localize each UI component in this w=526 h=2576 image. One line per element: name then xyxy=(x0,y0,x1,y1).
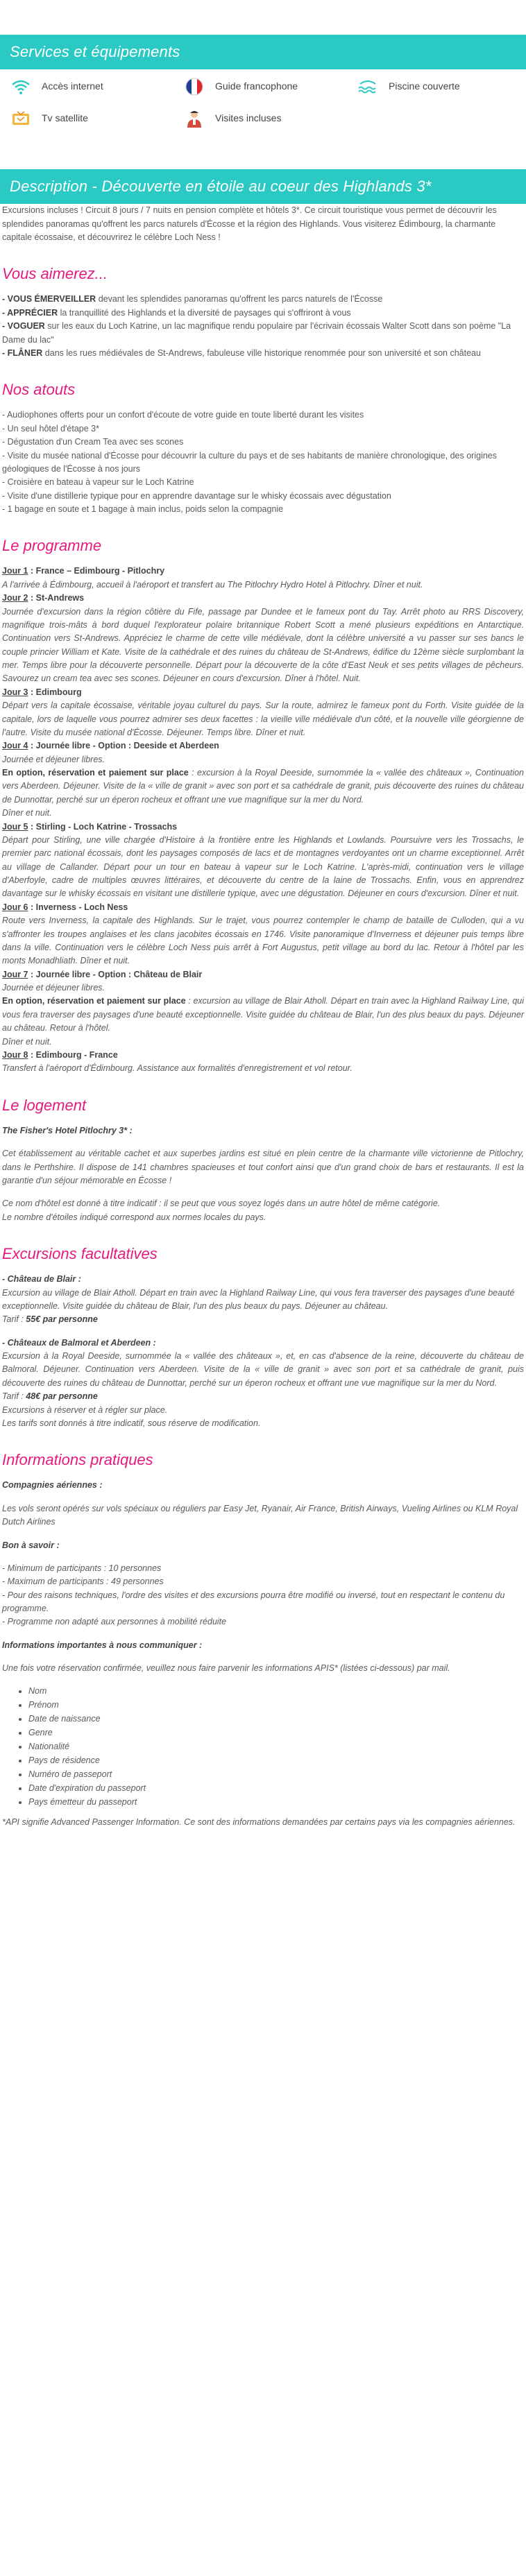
infos-intro: Une fois votre réservation confirmée, veuillez nous faire parvenir les informations APIS* (listées ci-dessous) par mail. xyxy=(2,1663,450,1674)
service-label: Tv satellite xyxy=(42,112,88,124)
day-body: Journée et déjeuner libres. xyxy=(2,983,105,993)
service-guide xyxy=(180,75,354,98)
day-body: En option, réservation et paiement sur place : excursion à la Royal Deeside, surnommée la « vallée des châteaux », Continuation vers Aberdeen. Déjeuner. Visite de la « ville de granit » avec son port et sa cathédrale de granit, puis découverte des ruines du château de Dunnottar, perché sur un éperon rocheux et offrant une vue magnifique sur la mer du Nord. xyxy=(2,768,524,805)
excursion-note: Les tarifs sont donnés à titre indicatif, sous réserve de modification. xyxy=(2,1418,261,1428)
service-label: Piscine couverte xyxy=(389,80,460,92)
list-item: • Date d'expiration du passeport xyxy=(28,1781,524,1795)
list-item: - Programme non adapté aux personnes à mobilité réduite xyxy=(2,1617,227,1627)
service-visits xyxy=(180,107,354,130)
programme-days xyxy=(2,565,524,1075)
day-title: Jour 7 : Journée libre - Option : Château de Blair xyxy=(2,969,203,979)
excursion-title: - Châteaux de Balmoral et Aberdeen : xyxy=(2,1337,156,1348)
excursion-body: Excursion à la Royal Deeside, surnommée la « vallée des châteaux », et, en cas d'absence de la reine, découverte du château de Balmoral. Déjeuner. Continuation vers Aberdeen. Visite de la « ville de granit » avec son port et sa cathédrale de granit, puis découverte des ruines du château de Dunnottar, perché sur un éperon rocheux et offrant une vue magnifique sur la mer du Nord. xyxy=(2,1351,524,1388)
list-item: - Dégustation d'un Cream Tea avec ses scones xyxy=(2,437,184,447)
service-label: Accès internet xyxy=(42,80,103,92)
excursion-note: Excursions à réserver et à régler sur place. xyxy=(2,1405,168,1415)
excursion-tarif: Tarif : 48€ par personne xyxy=(2,1391,98,1402)
apis-list xyxy=(28,1684,524,1809)
day-title: Jour 5 : Stirling - Loch Katrine - Trossachs xyxy=(2,821,178,832)
pool-icon xyxy=(354,76,382,97)
atouts-heading: Nos atouts xyxy=(2,381,76,399)
list-item: • Pays émetteur du passeport xyxy=(28,1795,524,1809)
list-item: - VOGUER sur les eaux du Loch Katrine, un lac magnifique rendu populaire par l'écrivain écossais Walter Scott dans son poème "La Dame du lac" xyxy=(2,321,511,345)
list-item: • Date de naissance xyxy=(28,1712,524,1726)
day-title: Jour 6 : Inverness - Loch Ness xyxy=(2,902,128,912)
description-content xyxy=(0,204,526,1829)
day-body: A l'arrivée à Édimbourg, accueil à l'aéroport et transfert au The Pitlochry Hydro Hotel à Pitlochry. Dîner et nuit. xyxy=(2,579,423,590)
excursion-body: Excursion au village de Blair Atholl. Départ en train avec la Highland Railway Line, qui vous fera traverser des paysages d'une beauté exceptionnelle. Visite guidée du château de Blair, l'un des plus beaux du pays. Déjeuner au château. xyxy=(2,1287,515,1311)
day-title: Jour 8 : Edimbourg - France xyxy=(2,1049,118,1060)
list-item: • Pays de résidence xyxy=(28,1753,524,1767)
aimerez-list xyxy=(2,293,524,360)
day-body: Transfert à l'aéroport d'Édimbourg. Assistance aux formalités d'enregistrement et vol retour. xyxy=(2,1063,353,1074)
list-item: • Nom xyxy=(28,1684,524,1698)
logement-heading: Le logement xyxy=(2,1096,87,1114)
apis-footnote: *API signifie Advanced Passenger Information. Ce sont des informations demandées par certains pays via les compagnies aériennes. xyxy=(2,1817,516,1827)
infos-title: Informations importantes à nous communiquer : xyxy=(2,1640,203,1650)
day-title: Jour 3 : Edimbourg xyxy=(2,687,82,697)
day-title: Jour 1 : France – Edimbourg - Pitlochry xyxy=(2,566,165,576)
flag-fr-icon xyxy=(180,76,208,97)
programme-heading: Le programme xyxy=(2,537,102,555)
facultatives-heading: Excursions facultatives xyxy=(2,1245,158,1263)
compagnies-title: Compagnies aériennes : xyxy=(2,1480,103,1491)
services-grid xyxy=(0,69,526,130)
list-item: - Minimum de participants : 10 personnes xyxy=(2,1563,162,1573)
list-item: - Croisière en bateau à vapeur sur le Loch Katrine xyxy=(2,477,194,488)
day-body: Départ vers la capitale écossaise, véritable joyau culturel du pays. Sur la route, admirez le fameux pont du Forth. Visite guidée de la capitale, lors de laquelle vous pourrez admirer ses deux facettes : la vieille ville médiévale d'un côté, et la nouvelle ville géorgienne de l'autre. Visite du musée national d'Écosse. Déjeuner. Temps libre. Dîner et nuit. xyxy=(2,701,524,737)
pratiques-block xyxy=(2,1479,524,1829)
day-body: Dîner et nuit. xyxy=(2,1036,52,1047)
day-body: En option, réservation et paiement sur place : excursion au village de Blair Atholl. Départ en train avec la Highland Railway Line, qui vous fera traverser des paysages d'une beauté exceptionnelle. Visite guidée du château de Blair, l'un des plus beaux du pays. Déjeuner au château. Retour à l'hôtel. xyxy=(2,996,525,1033)
hotel-description: Cet établissement au véritable cachet et aux superbes jardins est situé en plein centre de la charmante ville victorienne de Pitlochry, dans le Perthshire. Il dispose de 141 chambres spacieuses et tout confort ainsi que d'un grand choix de bars et restaurants. Il est la garantie d'un séjour mémorable en Écosse ! xyxy=(2,1149,524,1185)
day-body: Route vers Inverness, la capitale des Highlands. Sur le trajet, vous pourrez contempler le champ de bataille de Culloden, qui a vu s'affronter les troupes anglaises et les clans jacobites écossais en 1746. Visite panoramique d'Inverness et déjeuner puis temps libre dans la ville. Continuation vers le célèbre Loch Ness puis arrêt à Fort Augustus, petit village au bord du lac. Retour à l'hôtel par les monts Monadhliath. Dîner et nuit. xyxy=(2,916,524,966)
hotel-name: The Fisher's Hotel Pitlochry 3* : xyxy=(2,1125,133,1135)
list-item: - FLÂNER dans les rues médiévales de St-Andrews, fabuleuse ville historique renommée pour son université et son château xyxy=(2,347,481,358)
tv-satellite-icon xyxy=(7,108,35,129)
service-pool xyxy=(354,75,526,98)
excursion-tarif: Tarif : 55€ par personne xyxy=(2,1314,98,1325)
list-item: - Pour des raisons techniques, l'ordre des visites et des excursions pourra être modifié ou inversé, tout en respectant le contenu du programme. xyxy=(2,1590,505,1613)
description-intro: Excursions incluses ! Circuit 8 jours / 7 nuits en pension complète et hôtels 3*. Ce circuit touristique vous permet de découvrir les splendides panoramas qu'offrent les parcs naturels d'Écosse et la région des Highlands. Vous visiterez Édimbourg, la charmante capitale écossaise, et découvrirez le célèbre Loch Ness ! xyxy=(2,205,497,242)
day-body: Dîner et nuit. xyxy=(2,808,52,818)
list-item: • Numéro de passeport xyxy=(28,1767,524,1781)
list-item: - VOUS ÉMERVEILLER devant les splendides panoramas qu'offrent les parcs naturels de l'Écosse xyxy=(2,294,383,304)
hotel-note: Ce nom d'hôtel est donné à titre indicatif : il se peut que vous soyez logés dans un autre hôtel de même catégorie. xyxy=(2,1199,441,1209)
atouts-list xyxy=(2,409,524,516)
list-item: - 1 bagage en soute et 1 bagage à main inclus, poids selon la compagnie xyxy=(2,504,284,514)
day-body: Départ pour Stirling, une ville chargée d'Histoire à la frontière entre les Highlands et Lowlands. Poursuivre vers les Trossachs, le premier parc national écossais, dont les paysages composés de lacs et de montagnes verdoyantes ont un charme exceptionnel. Arrêt au village de Callander. Départ pour un tour en bateau à vapeur sur le Loch Katrine. L'après-midi, continuation vers le village d'Aberfoyle, cadre de multiples œuvres littéraires, et découverte du centre de la laine de Trossachs. Enfin, vous en apprendrez davantage sur le whisky écossais en visitant une distillerie typique, avec une dégustation. Déjeuner en cours d'excursion. Dîner et nuit. xyxy=(2,834,524,899)
logement-block xyxy=(2,1124,524,1224)
day-body: Journée et déjeuner libres. xyxy=(2,754,105,764)
day-title: Jour 4 : Journée libre - Option : Deeside et Aberdeen xyxy=(2,741,219,751)
list-item: - Visite du musée national d'Écosse pour découvrir la culture du pays et de ses habitants de manière chronologique, des origines géologiques de l'Écosse à nos jours xyxy=(2,450,497,474)
list-item: - Audiophones offerts pour un confort d'écoute de votre guide en toute liberté durant les visites xyxy=(2,410,364,420)
list-item: • Prénom xyxy=(28,1698,524,1712)
compagnies-text: Les vols seront opérés sur vols spéciaux ou réguliers par Easy Jet, Ryanair, Air France, British Airways, Vueling Airlines ou KLM Royal Dutch Airlines xyxy=(2,1503,518,1527)
hotel-note: Le nombre d'étoiles indiqué correspond aux normes locales du pays. xyxy=(2,1212,266,1222)
description-heading: Description - Découverte en étoile au coeur des Highlands 3* xyxy=(0,169,526,204)
service-label: Visites incluses xyxy=(215,112,282,124)
bon-title: Bon à savoir : xyxy=(2,1540,60,1550)
list-item: - Maximum de participants : 49 personnes xyxy=(2,1577,164,1587)
wifi-icon xyxy=(7,76,35,97)
pratiques-heading: Informations pratiques xyxy=(2,1451,153,1469)
list-item: • Nationalité xyxy=(28,1740,524,1753)
guide-person-icon xyxy=(180,108,208,129)
aimerez-heading: Vous aimerez... xyxy=(2,265,108,283)
list-item: • Genre xyxy=(28,1726,524,1740)
list-item: - Un seul hôtel d'étape 3* xyxy=(2,423,99,433)
list-item: - Visite d'une distillerie typique pour en apprendre davantage sur le whisky écossais avec dégustation xyxy=(2,490,391,501)
service-wifi xyxy=(7,75,180,98)
day-title: Jour 2 : St-Andrews xyxy=(2,593,85,603)
excursion-title: - Château de Blair : xyxy=(2,1274,81,1285)
facultatives-block xyxy=(2,1273,524,1430)
service-label: Guide francophone xyxy=(215,80,298,92)
day-body: Journée d'excursion dans la région côtière du Fife, passage par Dundee et le fameux pont du Tay. Arrêt photo au RRS Discovery, magnifique trois-mâts à bord duquel l'explorateur polaire britannique Robert Scott a mené plusieurs expéditions en Antarctique. Continuation vers St-Andrews. Appréciez le charme de cette ville médiévale, dont la célèbre université a vu passer sur ses bancs le couple princier William et Kate. Visite de la cathédrale et des ruines du château de St-Andrews, édifice du 12ème siècle surplombant la mer. Temps libre pour la découverte personnelle. Départ pour la découverte de la côte d'East Neuk et ses petits villages de pêcheurs. Savourez un cream tea avec ses scones. Déjeuner en cours d'excursion. Dîner à l'hôtel. Nuit. xyxy=(2,606,524,684)
service-tv xyxy=(7,107,180,130)
list-item: - APPRÉCIER la tranquillité des Highlands et la diversité de paysages qui s'offriront à vous xyxy=(2,307,351,318)
services-heading: Services et équipements xyxy=(0,35,526,69)
